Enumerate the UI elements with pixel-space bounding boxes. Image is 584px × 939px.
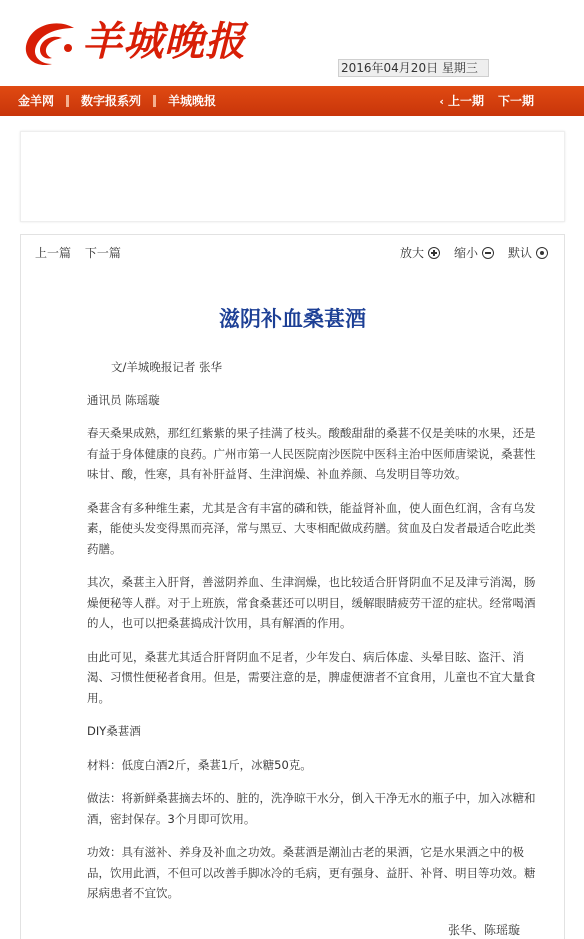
nav-links [18, 86, 216, 116]
article-paragraph: 其次，桑葚主入肝肾，善滋阴养血、生津润燥，也比较适合肝肾阴血不足及津亏消渴，肠燥便秘等人群。对于上班族，常食桑葚还可以明目，缓解眼睛疲劳干涩的症状。经常喝酒的人，也可以把桑葚捣成汁饮用，具有解酒的作用。 [87, 575, 536, 630]
article-correspondent: 通讯员 陈瑶璇 [87, 392, 160, 407]
top-nav-bar [0, 86, 584, 116]
zoom-in-button[interactable] [400, 244, 440, 261]
article-title: 滋阴补血桑葚酒 [219, 307, 366, 331]
next-issue-link[interactable] [498, 86, 534, 116]
article-paragraph: 春天桑果成熟，那红红紫紫的果子挂满了枝头。酸酸甜甜的桑葚不仅是美味的水果，还是有益于身体健康的良药。广州市第一人民医院南沙医院中医科主治中医师唐梁说，桑葚性味甘、酸，性寒，具有补肝益肾、生津润燥、补血养颜、乌发明目等功效。 [87, 426, 536, 481]
dot-circle-icon [536, 247, 548, 259]
next-issue-label: 下一期 [497, 94, 534, 108]
prev-article-link[interactable]: 上一篇 [35, 246, 72, 260]
nav-divider [153, 95, 156, 107]
nav-divider [66, 95, 69, 107]
nav-link-jinyang[interactable]: 金羊网 [18, 94, 55, 108]
site-logo[interactable] [22, 14, 252, 74]
article-paragraph: 由此可见，桑葚尤其适合肝肾阴血不足者，少年发白、病后体虚、头晕目眩、盗汗、消渴、习惯性便秘者食用。但是，需要注意的是，脾虚便溏者不宜食用，儿童也不宜大量食用。 [87, 649, 536, 705]
minus-circle-icon [482, 247, 494, 259]
article-body [87, 357, 537, 917]
ad-banner-area [20, 131, 565, 222]
recipe-benefits: 功效：具有滋补、养身及补血之功效。桑葚酒是潮汕古老的果酒，它是水果酒之中的极品，饮用此酒，不但可以改善手脚冰冷的毛病，更有强身、益肝、补肾、明目等功效。糖尿病患者不宜饮。 [87, 845, 536, 900]
article-toolbar [21, 235, 564, 269]
article-paragraph: 桑葚含有多种维生素，尤其是含有丰富的磷和铁，能益肾补血，使人面色红润，含有乌发素，能使头发变得黑而亮泽，常与黑豆、大枣相配做成药膳。贫血及白发者最适合吃此类药膳。 [87, 500, 536, 556]
article-pager [35, 244, 131, 261]
article-byline: 文/羊城晚报记者 张华 [111, 360, 223, 374]
prev-issue-label: 上一期 [447, 93, 484, 108]
zoom-default-label: 默认 [507, 246, 532, 260]
recipe-method: 做法：将新鲜桑葚摘去坏的、脏的，洗净晾干水分，倒入干净无水的瓶子中，加入冰糖和酒，密封保存。3个月即可饮用。 [87, 791, 536, 826]
zoom-out-button[interactable] [454, 244, 494, 261]
page-header [0, 0, 584, 83]
article-panel [20, 234, 565, 939]
nav-link-digital-series[interactable]: 数字报系列 [81, 94, 142, 108]
zoom-in-label: 放大 [399, 246, 424, 260]
issue-pager [439, 86, 534, 116]
logo-text: 羊城晚报 [82, 18, 246, 65]
zoom-default-button[interactable] [508, 244, 548, 261]
recipe-ingredients: 材料：低度白酒2斤，桑葚1斤，冰糖50克。 [87, 757, 312, 772]
article-signature: 张华、陈瑶璇 [448, 923, 521, 937]
chevron-left-icon: ‹ [439, 94, 444, 108]
next-article-link[interactable]: 下一篇 [84, 246, 121, 260]
nav-link-ycwb[interactable]: 羊城晚报 [168, 94, 217, 108]
font-size-controls [386, 244, 548, 261]
zoom-out-label: 缩小 [453, 246, 478, 260]
plus-circle-icon [428, 247, 440, 259]
recipe-heading: DIY桑葚酒 [87, 724, 141, 738]
logo-swirl-icon [22, 18, 80, 70]
issue-date: 2016年04月20日 星期三 [338, 59, 489, 77]
prev-issue-link[interactable] [439, 86, 484, 117]
